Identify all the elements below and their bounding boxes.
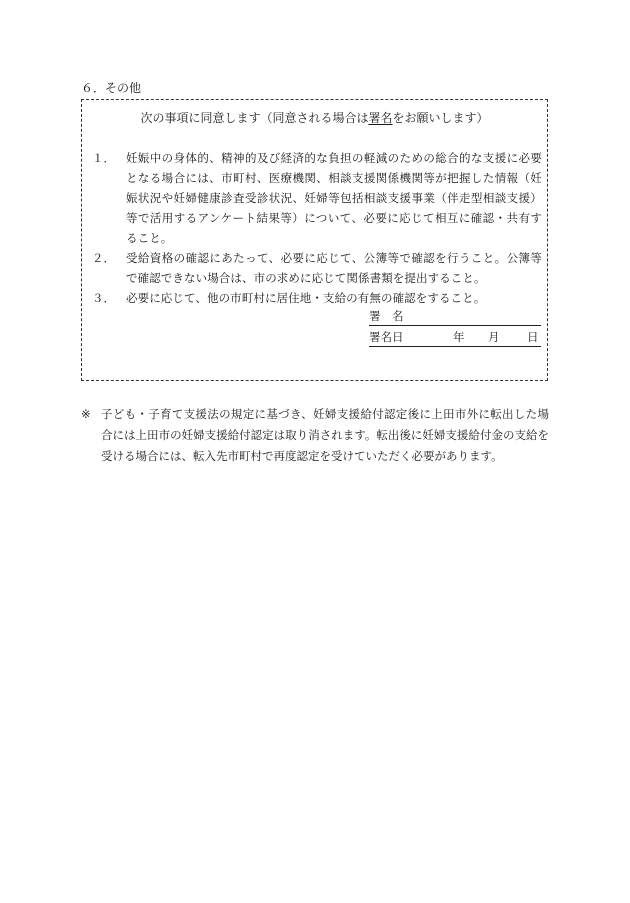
year-label: 年 [453, 330, 465, 344]
signature-date-label: 署名日 [369, 330, 404, 344]
month-label: 月 [488, 330, 500, 344]
day-label: 日 [527, 330, 539, 344]
signature-label: 署 名 [369, 309, 404, 323]
footnote [81, 404, 549, 467]
consent-item-number: １． [92, 151, 115, 165]
note-text: 子ども・子育て支援法の規定に基づき、妊婦支援給付認定後に上田市外に転出した場合には上田市の妊婦支援給付認定は取り消されます。転出後に妊婦支援給付金の支給を受ける場合には、転入先市町村で再度認定を受けていただく必要があります。 [101, 407, 549, 463]
note-mark: ※ [81, 407, 91, 421]
consent-box [81, 99, 548, 381]
consent-title-underlined: 署名 [368, 111, 393, 125]
consent-item-text: 妊娠中の身体的、精神的及び経済的な負担の軽減のための総合的な支援に必要となる場合には、市町村、医療機関、相談支援関係機関等が把握した情報（妊娠状況や妊婦健康診査受診状況、妊婦等包括相談支援事業（伴走型相談支援）等で活用するアンケート結果等）について、必要に応じて相互に確認・共有すること。 [126, 151, 542, 245]
signature-date-field [369, 328, 541, 347]
section-heading: ６．その他 [81, 81, 142, 95]
consent-title [82, 110, 547, 126]
consent-item-text: 必要に応じて、他の市町村に居住地・支給の有無の確認をすること。 [126, 291, 486, 305]
consent-title-before: 次の事項に同意します（同意される場合は [140, 111, 369, 125]
consent-item-text: 受給資格の確認にあたって、必要に応じて、公簿等で確認を行うこと。公簿等で確認できない場合は、市の求めに応じて関係書類を提出すること。 [126, 251, 542, 285]
consent-item-number: ３． [92, 291, 115, 305]
consent-item-number: ２． [92, 251, 115, 265]
signature-field [369, 307, 541, 326]
consent-title-after: をお願いします） [392, 111, 489, 125]
